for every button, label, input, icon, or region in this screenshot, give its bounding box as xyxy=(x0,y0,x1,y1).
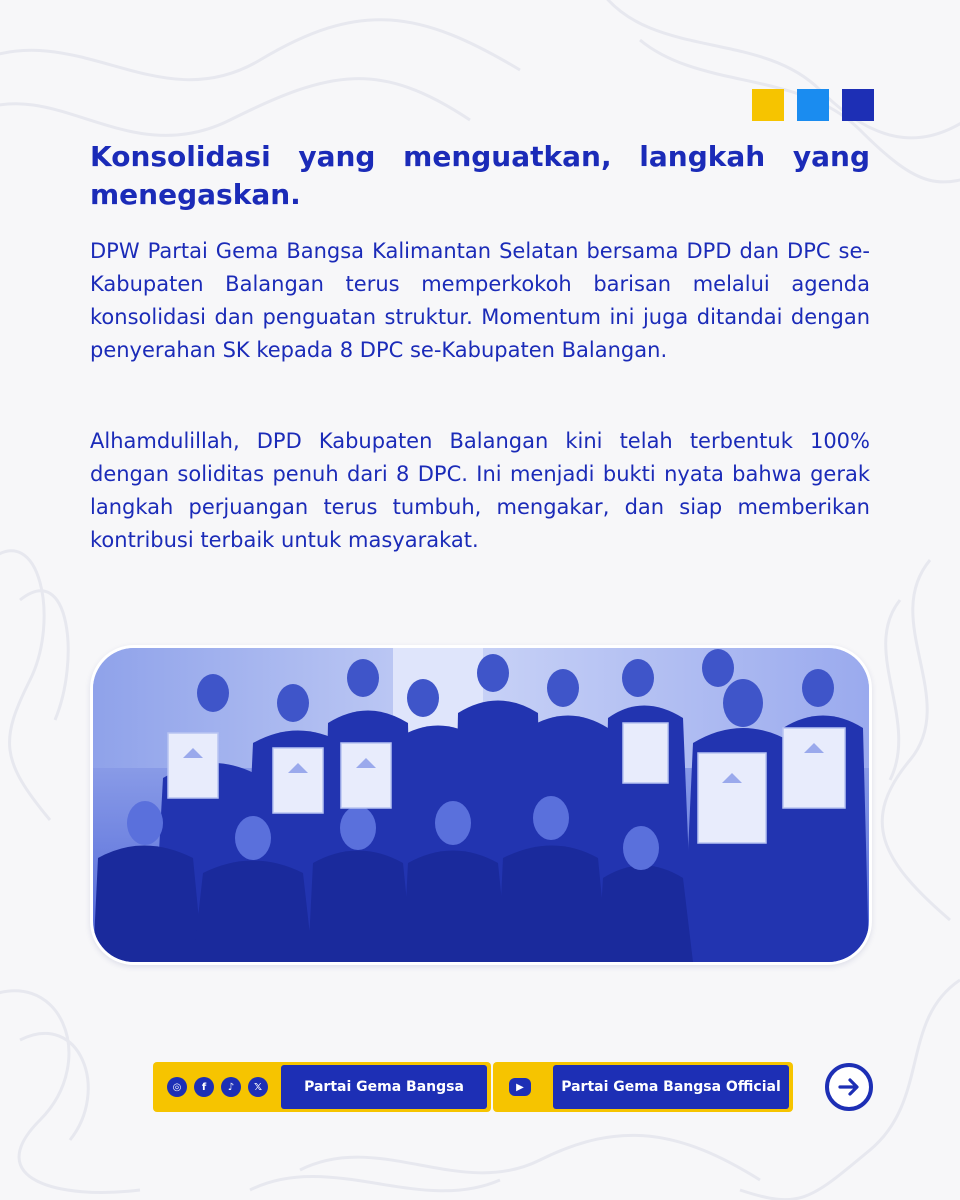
sky-square xyxy=(797,89,829,121)
post-paragraph-2: Alhamdulillah, DPD Kabupaten Balangan kini telah terbentuk 100% dengan soliditas penuh dari 8 DPC. Ini menjadi bukti nyata bahwa gerak langkah perjuangan terus tumbuh, mengakar, dan siap memberikan kontribusi terbaik untuk masyarakat. xyxy=(90,429,870,552)
post-headline: Konsolidasi yang menguatkan, langkah yang menegaskan. xyxy=(90,140,870,211)
yellow-square xyxy=(752,89,784,121)
navy-square xyxy=(842,89,874,121)
decorative-squares xyxy=(752,89,874,121)
social-handle-label[interactable]: Partai Gema Bangsa xyxy=(281,1065,487,1109)
arrow-right-icon xyxy=(837,1075,861,1099)
facebook-icon[interactable]: f xyxy=(194,1077,214,1097)
youtube-channel-label[interactable]: Partai Gema Bangsa Official xyxy=(553,1065,789,1109)
youtube-icon[interactable]: ▶ xyxy=(509,1078,531,1096)
social-footer xyxy=(153,1062,875,1114)
group-photo-frame xyxy=(90,645,872,965)
tiktok-icon[interactable]: ♪ xyxy=(221,1077,241,1097)
group-photo xyxy=(93,648,869,962)
post-paragraph-1: DPW Partai Gema Bangsa Kalimantan Selatan bersama DPD dan DPC se-Kabupaten Balangan terus memperkokoh barisan melalui agenda konsolidasi dan penguatan struktur. Momentum ini juga ditandai dengan penyerahan SK kepada 8 DPC se-Kabupaten Balangan. xyxy=(90,239,870,362)
x-icon[interactable]: 𝕏 xyxy=(248,1077,268,1097)
next-arrow-button[interactable] xyxy=(825,1063,873,1111)
instagram-icon[interactable]: ◎ xyxy=(167,1077,187,1097)
